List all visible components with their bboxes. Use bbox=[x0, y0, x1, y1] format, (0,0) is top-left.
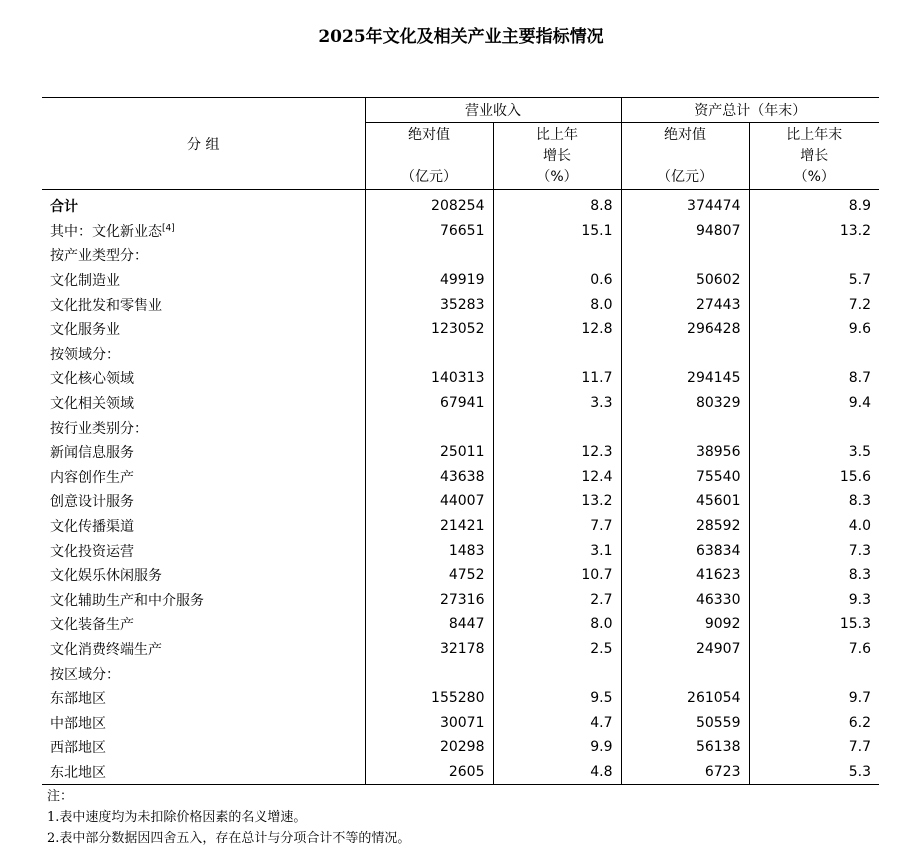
table-row bbox=[42, 342, 879, 367]
row-label: 中部地区 bbox=[50, 715, 106, 732]
revenue-value bbox=[365, 415, 493, 440]
revenue-value: 49919 bbox=[365, 268, 493, 293]
revenue-growth-value: 3.3 bbox=[493, 391, 621, 416]
revenue-growth-value: 2.7 bbox=[493, 588, 621, 613]
revenue-absolute-label: 绝对值 bbox=[408, 126, 450, 143]
revenue-value bbox=[365, 243, 493, 268]
assets-value: 6723 bbox=[621, 760, 749, 785]
revenue-growth-value: 3.1 bbox=[493, 538, 621, 563]
assets-growth-label-line2: 增长 bbox=[800, 147, 829, 164]
table-body bbox=[42, 190, 879, 785]
revenue-growth-value: 13.2 bbox=[493, 489, 621, 514]
revenue-value: 35283 bbox=[365, 292, 493, 317]
revenue-value: 140313 bbox=[365, 366, 493, 391]
row-label: 其中：文化新业态[4] bbox=[50, 223, 175, 240]
row-label: 东部地区 bbox=[50, 691, 106, 708]
row-label: 按区域分： bbox=[50, 666, 120, 683]
row-label: 合计 bbox=[50, 199, 78, 216]
assets-value bbox=[621, 661, 749, 686]
revenue-growth-value bbox=[493, 243, 621, 268]
row-label: 文化服务业 bbox=[50, 322, 120, 339]
assets-value: 9092 bbox=[621, 612, 749, 637]
assets-value: 75540 bbox=[621, 465, 749, 490]
table-row bbox=[42, 243, 879, 268]
revenue-growth-value bbox=[493, 415, 621, 440]
revenue-growth-unit: （%） bbox=[536, 168, 578, 185]
assets-value: 45601 bbox=[621, 489, 749, 514]
table-row bbox=[42, 710, 879, 735]
row-label: 文化装备生产 bbox=[50, 617, 134, 634]
revenue-value: 25011 bbox=[365, 440, 493, 465]
row-label: 文化相关领域 bbox=[50, 396, 134, 413]
note-item: 1.表中速度均为未扣除价格因素的名义增速。 bbox=[47, 810, 307, 825]
assets-growth-unit: （%） bbox=[793, 168, 835, 185]
assets-growth-value: 5.7 bbox=[749, 268, 879, 293]
revenue-absolute-header bbox=[365, 123, 493, 190]
revenue-value: 20298 bbox=[365, 735, 493, 760]
table-row bbox=[42, 514, 879, 539]
revenue-growth-value: 4.7 bbox=[493, 710, 621, 735]
assets-growth-value: 8.7 bbox=[749, 366, 879, 391]
row-label: 西部地区 bbox=[50, 740, 106, 757]
row-label: 文化投资运营 bbox=[50, 543, 134, 560]
assets-value: 24907 bbox=[621, 637, 749, 662]
assets-growth-value: 9.3 bbox=[749, 588, 879, 613]
table-row bbox=[42, 415, 879, 440]
assets-growth-value: 15.3 bbox=[749, 612, 879, 637]
revenue-value: 2605 bbox=[365, 760, 493, 785]
revenue-value: 4752 bbox=[365, 563, 493, 588]
revenue-growth-value: 8.8 bbox=[493, 190, 621, 219]
revenue-growth-value: 0.6 bbox=[493, 268, 621, 293]
row-label: 文化制造业 bbox=[50, 273, 120, 290]
revenue-growth-value: 12.3 bbox=[493, 440, 621, 465]
row-label: 按领域分： bbox=[50, 346, 120, 363]
table-row bbox=[42, 391, 879, 416]
table-row bbox=[42, 735, 879, 760]
revenue-value: 27316 bbox=[365, 588, 493, 613]
assets-value bbox=[621, 243, 749, 268]
revenue-growth-value: 9.5 bbox=[493, 686, 621, 711]
assets-growth-value: 7.6 bbox=[749, 637, 879, 662]
revenue-growth-label-line2: 增长 bbox=[543, 147, 571, 164]
revenue-value: 32178 bbox=[365, 637, 493, 662]
revenue-growth-value: 4.8 bbox=[493, 760, 621, 785]
revenue-growth-value: 10.7 bbox=[493, 563, 621, 588]
revenue-growth-value: 12.8 bbox=[493, 317, 621, 342]
revenue-group-header: 营业收入 bbox=[365, 98, 621, 123]
assets-growth-value: 7.2 bbox=[749, 292, 879, 317]
assets-value: 296428 bbox=[621, 317, 749, 342]
table-row bbox=[42, 686, 879, 711]
assets-value: 374474 bbox=[621, 190, 749, 219]
revenue-growth-value: 7.7 bbox=[493, 514, 621, 539]
assets-growth-value: 9.7 bbox=[749, 686, 879, 711]
table-row bbox=[42, 489, 879, 514]
indicator-table bbox=[42, 97, 879, 785]
revenue-growth-value bbox=[493, 342, 621, 367]
assets-value: 63834 bbox=[621, 538, 749, 563]
assets-growth-value: 8.3 bbox=[749, 563, 879, 588]
assets-value: 56138 bbox=[621, 735, 749, 760]
assets-growth-value: 9.4 bbox=[749, 391, 879, 416]
table-row bbox=[42, 268, 879, 293]
row-label: 新闻信息服务 bbox=[50, 445, 134, 462]
revenue-absolute-unit: （亿元） bbox=[401, 168, 457, 185]
table-row bbox=[42, 760, 879, 785]
table-row bbox=[42, 292, 879, 317]
assets-value: 294145 bbox=[621, 366, 749, 391]
assets-growth-value: 8.9 bbox=[749, 190, 879, 219]
revenue-value: 8447 bbox=[365, 612, 493, 637]
assets-growth-value: 3.5 bbox=[749, 440, 879, 465]
row-label: 按产业类型分： bbox=[50, 248, 148, 265]
row-label: 东北地区 bbox=[42, 760, 365, 785]
assets-value bbox=[621, 415, 749, 440]
revenue-growth-value: 9.9 bbox=[493, 735, 621, 760]
revenue-growth-value: 8.0 bbox=[493, 292, 621, 317]
assets-growth-value: 6.2 bbox=[749, 710, 879, 735]
row-label: 文化消费终端生产 bbox=[50, 641, 162, 658]
assets-value: 27443 bbox=[621, 292, 749, 317]
table-row bbox=[42, 661, 879, 686]
revenue-value: 43638 bbox=[365, 465, 493, 490]
assets-value: 38956 bbox=[621, 440, 749, 465]
assets-growth-value bbox=[749, 342, 879, 367]
assets-absolute-label: 绝对值 bbox=[664, 126, 706, 143]
assets-growth-value bbox=[749, 415, 879, 440]
row-label: 按行业类别分： bbox=[50, 420, 148, 437]
revenue-value: 76651 bbox=[365, 219, 493, 244]
assets-absolute-header bbox=[621, 123, 749, 190]
group-column-header: 分 组 bbox=[42, 98, 365, 190]
note-item: 2.表中部分数据因四舍五入，存在总计与分项合计不等的情况。 bbox=[47, 831, 411, 846]
footnote-ref: [4] bbox=[162, 223, 175, 234]
assets-value: 50602 bbox=[621, 268, 749, 293]
row-label: 文化辅助生产和中介服务 bbox=[50, 592, 204, 609]
table-row bbox=[42, 190, 879, 219]
row-label: 创意设计服务 bbox=[50, 494, 134, 511]
revenue-growth-value: 12.4 bbox=[493, 465, 621, 490]
assets-value: 80329 bbox=[621, 391, 749, 416]
revenue-growth-value: 2.5 bbox=[493, 637, 621, 662]
row-label: 文化核心领域 bbox=[50, 371, 134, 388]
revenue-value: 208254 bbox=[365, 190, 493, 219]
assets-absolute-unit: （亿元） bbox=[657, 168, 713, 185]
revenue-growth-header bbox=[493, 123, 621, 190]
assets-value: 261054 bbox=[621, 686, 749, 711]
revenue-growth-label-line1: 比上年 bbox=[536, 126, 578, 143]
table-row bbox=[42, 366, 879, 391]
assets-growth-label-line1: 比上年末 bbox=[786, 126, 843, 143]
revenue-growth-value bbox=[493, 661, 621, 686]
revenue-value bbox=[365, 342, 493, 367]
table-row bbox=[42, 440, 879, 465]
revenue-value: 67941 bbox=[365, 391, 493, 416]
assets-growth-value bbox=[749, 243, 879, 268]
assets-value: 50559 bbox=[621, 710, 749, 735]
revenue-value bbox=[365, 661, 493, 686]
table-row bbox=[42, 219, 879, 244]
assets-growth-value: 4.0 bbox=[749, 514, 879, 539]
assets-growth-value: 8.3 bbox=[749, 489, 879, 514]
assets-group-header: 资产总计（年末） bbox=[621, 98, 879, 123]
assets-value bbox=[621, 342, 749, 367]
revenue-value: 155280 bbox=[365, 686, 493, 711]
table-header bbox=[42, 98, 879, 190]
revenue-value: 44007 bbox=[365, 489, 493, 514]
revenue-value: 1483 bbox=[365, 538, 493, 563]
row-label: 文化娱乐休闲服务 bbox=[50, 568, 162, 585]
assets-value: 46330 bbox=[621, 588, 749, 613]
notes-heading: 注： bbox=[47, 789, 74, 804]
row-label: 文化批发和零售业 bbox=[50, 297, 162, 314]
revenue-value: 21421 bbox=[365, 514, 493, 539]
revenue-value: 30071 bbox=[365, 710, 493, 735]
assets-value: 94807 bbox=[621, 219, 749, 244]
assets-value: 28592 bbox=[621, 514, 749, 539]
revenue-growth-value: 8.0 bbox=[493, 612, 621, 637]
assets-growth-value bbox=[749, 661, 879, 686]
assets-growth-value: 15.6 bbox=[749, 465, 879, 490]
assets-value: 41623 bbox=[621, 563, 749, 588]
page-title: 2025年文化及相关产业主要指标情况 bbox=[318, 27, 604, 47]
table-row bbox=[42, 317, 879, 342]
row-label: 内容创作生产 bbox=[50, 469, 134, 486]
table-row bbox=[42, 637, 879, 662]
table-row bbox=[42, 465, 879, 490]
table-row bbox=[42, 612, 879, 637]
assets-growth-value: 13.2 bbox=[749, 219, 879, 244]
assets-growth-value: 9.6 bbox=[749, 317, 879, 342]
assets-growth-header bbox=[749, 123, 879, 190]
table-row bbox=[42, 538, 879, 563]
table-row bbox=[42, 588, 879, 613]
revenue-growth-value: 15.1 bbox=[493, 219, 621, 244]
revenue-value: 123052 bbox=[365, 317, 493, 342]
assets-growth-value: 5.3 bbox=[749, 760, 879, 785]
revenue-growth-value: 11.7 bbox=[493, 366, 621, 391]
row-label: 文化传播渠道 bbox=[50, 519, 134, 536]
footnotes bbox=[47, 786, 410, 849]
assets-growth-value: 7.3 bbox=[749, 538, 879, 563]
table-row bbox=[42, 563, 879, 588]
assets-growth-value: 7.7 bbox=[749, 735, 879, 760]
